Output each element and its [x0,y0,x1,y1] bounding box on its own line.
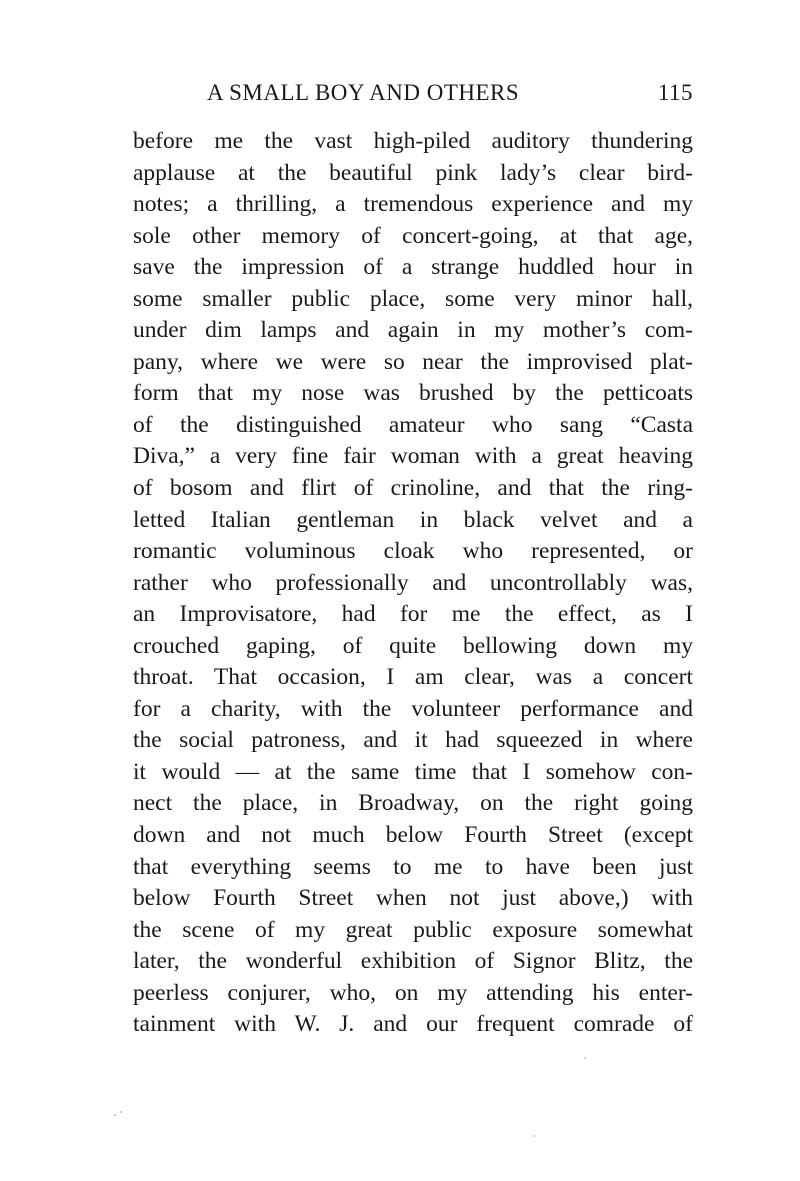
text-line: for a charity, with the volunteer performance and [133,695,693,722]
scan-speck [533,1135,535,1137]
body-text [133,126,693,1041]
text-line: peerless conjurer, who, on my attending his enter- [133,979,693,1006]
text-line: some smaller public place, some very minor hall, [133,285,693,312]
text-line: save the impression of a strange huddled hour in [133,254,693,281]
text-line: the scene of my great public exposure somewhat [133,916,693,943]
text-line: form that my nose was brushed by the petticoats [133,380,693,407]
text-line: it would — at the same time that I somehow con- [133,758,693,785]
text-line: down and not much below Fourth Street (except [133,822,693,849]
text-line: below Fourth Street when not just above,) with [133,885,693,912]
text-line: later, the wonderful exhibition of Signor Blitz, the [133,948,693,975]
scan-speck [114,1114,116,1116]
text-line: the social patroness, and it had squeezed in where [133,727,693,754]
text-line: crouched gaping, of quite bellowing down my [133,632,693,659]
running-title: A SMALL BOY AND OTHERS [207,80,520,105]
text-line: rather who professionally and uncontrollably was, [133,569,693,596]
text-line: nect the place, in Broadway, on the right going [133,790,693,817]
text-line: throat. That occasion, I am clear, was a concert [133,664,693,691]
text-line: applause at the beautiful pink lady’s clear bird- [133,159,693,186]
text-line: letted Italian gentleman in black velvet and a [133,506,693,533]
text-line: romantic voluminous cloak who represented, or [133,538,693,565]
text-line: before me the vast high-piled auditory thundering [133,128,693,154]
scan-speck [120,1111,122,1113]
page-number: 115 [657,80,693,105]
text-line: an Improvisatore, had for me the effect, as I [133,601,693,628]
text-line: sole other memory of concert-going, at that age, [133,222,693,249]
text-line: tainment with W. J. and our frequent comrade of [133,1011,693,1038]
text-line: pany, where we were so near the improvised plat- [133,348,693,375]
text-line: of the distinguished amateur who sang “Casta [133,411,693,438]
text-line: that everything seems to me to have been just [133,853,693,880]
running-head [133,80,693,112]
scan-speck [584,1057,586,1059]
text-line: Diva,” a very fine fair woman with a great heaving [133,443,693,470]
text-line: notes; a thrilling, a tremendous experience and my [133,191,693,218]
text-line: of bosom and flirt of crinoline, and that the ring- [133,475,693,502]
text-line: under dim lamps and again in my mother’s com- [133,317,693,344]
